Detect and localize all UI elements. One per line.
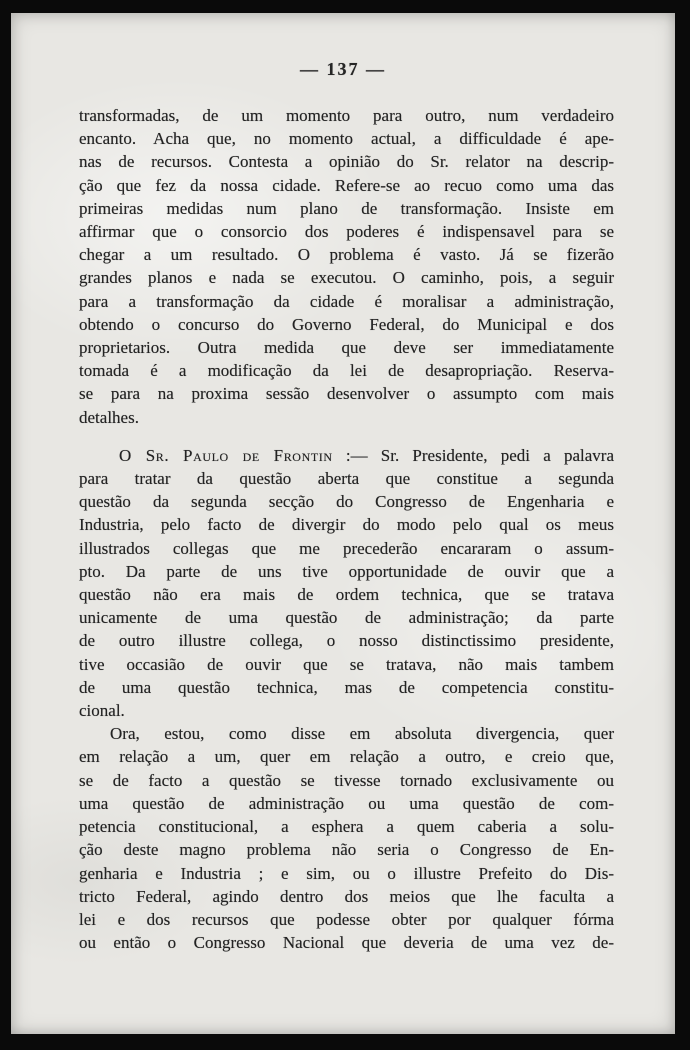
text-line: lei e dos recursos que podesse obter por qualquer fórma <box>79 909 614 929</box>
text-line: transformadas, de um momento para outro, num verdadeiro <box>79 106 614 125</box>
text-line: tive occasião de ouvir que se tratava, não mais tambem <box>79 654 614 674</box>
text-line: ou então o Congresso Nacional que deveria de uma vez de- <box>79 933 614 953</box>
text-line: grandes planos e nada se executou. O caminho, pois, a seguir <box>79 268 614 288</box>
speech-paragraph <box>79 444 614 722</box>
text-line: ção deste magno problema não seria o Congresso de En- <box>79 840 614 860</box>
text-line: primeiras medidas num plano de transformação. Insiste em <box>79 198 614 218</box>
text-line: cional. <box>79 701 125 721</box>
text-line: petencia constitucional, a esphera a quem caberia a solu- <box>79 817 614 837</box>
text-line: obtendo o concurso do Governo Federal, do Municipal e dos <box>79 314 614 334</box>
text-line: detalhes. <box>79 407 139 427</box>
text-line: se de facto a questão se tivesse tornado exclusivamente ou <box>79 770 614 790</box>
text-line: proprietarios. Outra medida que deve ser immediatamente <box>79 338 614 358</box>
speaker-name: O Sr. Paulo de Frontin <box>119 445 333 465</box>
text-line: de uma questão technica, mas de competencia constitu- <box>79 677 614 697</box>
text-line: ção que fez da nossa cidade. Refere-se ao recuo como uma das <box>79 175 614 195</box>
text-line: Ora, estou, como disse em absoluta divergencia, quer <box>110 724 614 744</box>
text-line: chegar a um resultado. O problema é vasto. Já se fizerão <box>79 245 614 265</box>
page-text-block <box>79 104 614 954</box>
text-line: unicamente de uma questão de administração; da parte <box>79 608 614 628</box>
text-line: nas de recursos. Contesta a opinião do Sr. relator na descrip- <box>79 152 614 172</box>
text-line: questão da segunda secção do Congresso de Engenharia e <box>79 492 614 512</box>
text-line: affirmar que o consorcio dos poderes é indispensavel para se <box>79 222 614 242</box>
paragraph <box>79 722 614 954</box>
text-line: para tratar da questão aberta que constitue a segunda <box>79 469 614 489</box>
page-number: — 137 — <box>300 59 386 79</box>
paragraph-continued <box>79 104 614 429</box>
text-line: Industria, pelo facto de divergir do modo pelo qual os meus <box>79 515 614 535</box>
text-line: pto. Da parte de uns tive opportunidade de ouvir que a <box>79 561 614 581</box>
text-line: illustrados collegas que me precederão encararam o assum- <box>79 538 614 558</box>
text-line: tricto Federal, agindo dentro dos meios que lhe faculta a <box>79 886 614 906</box>
text-line: para a transformação da cidade é moralisar a administração, <box>79 291 614 311</box>
book-page <box>11 13 675 1034</box>
text-line: em relação a um, quer em relação a outro, e creio que, <box>79 747 614 767</box>
text-line: genharia e Industria ; e sim, ou o illustre Prefeito do Dis- <box>79 863 614 883</box>
text-line: de outro illustre collega, o nosso distinctissimo presidente, <box>79 631 614 651</box>
text-line: se para na proxima sessão desenvolver o assumpto com mais <box>79 384 614 404</box>
text-line: encanto. Acha que, no momento actual, a difficuldade é ape- <box>79 129 614 149</box>
text-line: questão não era mais de ordem technica, que se tratava <box>79 585 614 605</box>
speech-opening-rest: :— Sr. Presidente, pedi a palavra <box>345 445 614 465</box>
speech-opening-line <box>79 444 614 467</box>
text-line: tomada é a modificação da lei de desapropriação. Reserva- <box>79 361 614 381</box>
text-line: uma questão de administração ou uma questão de com- <box>79 793 614 813</box>
